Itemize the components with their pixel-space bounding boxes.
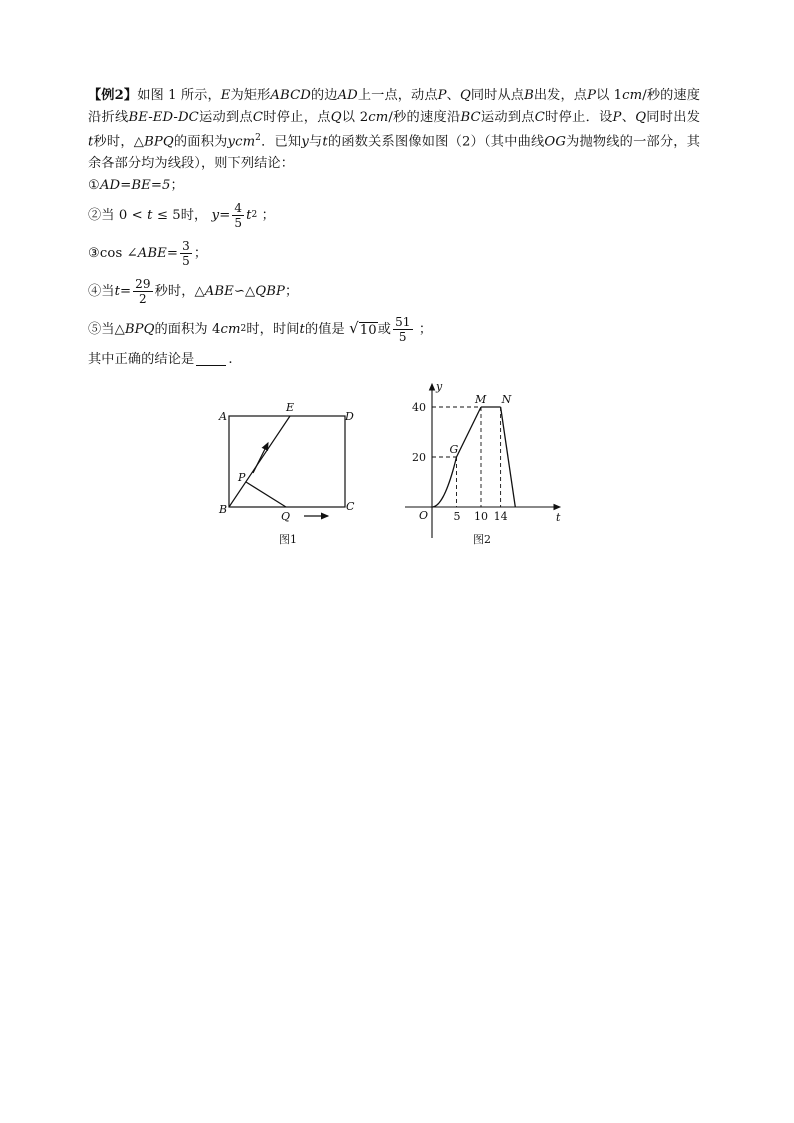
intro-text: 时停止，点 (263, 109, 331, 125)
question-text: 其中正确的结论是 (88, 351, 195, 367)
segment-BE (229, 416, 290, 507)
problem-tag: 【例2】 (88, 88, 138, 103)
var-t: t (114, 283, 120, 299)
var-t: t (299, 321, 305, 337)
unit-cm: cm (368, 109, 389, 125)
point-label-B: B (219, 503, 228, 516)
var-C: C (252, 109, 264, 125)
problem-intro (88, 85, 700, 174)
conclusion-end: ； (170, 177, 184, 193)
var-Q: Q (459, 88, 471, 103)
conclusion-text: 的值是 (304, 321, 345, 337)
figure-1 (210, 395, 370, 555)
intro-text: 出发，点 (533, 88, 588, 103)
conclusion-end: ； (418, 321, 433, 337)
figure-1-caption: 图1 (279, 533, 297, 546)
similar-sign: ∽△ (233, 283, 256, 299)
var-t: t (246, 207, 252, 223)
square-root (349, 320, 378, 338)
origin-label: O (419, 509, 429, 522)
conclusion-2 (88, 196, 700, 234)
conclusion-number: ① (88, 177, 100, 193)
intro-text: 的边 (310, 88, 338, 103)
answer-blank[interactable] (196, 353, 226, 366)
point-label-E: E (286, 401, 295, 414)
conclusion-expr: AD=BE=5 (99, 177, 171, 193)
equals-sign: = (166, 245, 179, 261)
intro-text: 、 (621, 109, 636, 125)
y-tick-label-40: 40 (412, 401, 426, 414)
intro-text: 同时从点 (470, 88, 525, 103)
conclusion-4 (88, 272, 700, 310)
rectangle-ABCD (229, 416, 345, 507)
exponent: 2 (255, 133, 261, 143)
question-prompt (88, 348, 700, 370)
point-label-P: P (238, 471, 246, 484)
x-tick-label-5: 5 (453, 510, 461, 523)
var-Q: Q (635, 109, 647, 125)
var-B: B (524, 88, 534, 103)
chart-layer (405, 380, 561, 546)
intro-text: 运动到点 (480, 109, 535, 125)
intro-text: 上一点，动点 (357, 88, 438, 103)
intro-text: 如图 1 所示， (137, 88, 221, 103)
conclusion-5 (88, 310, 700, 348)
equals-sign: = (119, 283, 132, 299)
point-label-D: D (345, 410, 354, 423)
fraction (232, 201, 244, 230)
intro-text: 的函数关系图像如图（2）（其中曲线 (327, 134, 545, 150)
fraction (133, 277, 152, 306)
conclusion-text: ⑤当△ (88, 321, 125, 337)
intro-text: 以 2 (341, 109, 369, 125)
denominator: 2 (139, 291, 147, 306)
conclusion-text: ≤ 5时， (156, 207, 208, 223)
question-end: . (228, 351, 233, 367)
unit-cm: cm (235, 134, 256, 150)
var-Q: Q (330, 109, 342, 125)
x-axis-label: t (556, 511, 561, 524)
intro-text: 为矩形 (230, 88, 271, 103)
var-BPQ: BPQ (124, 321, 155, 337)
x-tick-label-10: 10 (474, 510, 488, 523)
x-tick-label-14: 14 (493, 510, 508, 523)
var-y: y (301, 134, 309, 150)
var-ABE: ABE (137, 245, 167, 261)
y-tick-label-20: 20 (412, 451, 426, 464)
intro-text: 同时出发 (646, 109, 701, 125)
var-P: P (437, 88, 447, 103)
intro-text: 时停止．设 (544, 109, 613, 125)
var-t: t (88, 134, 94, 150)
numerator: 4 (234, 200, 243, 215)
intro-text: /秒的速度沿 (388, 109, 461, 125)
radicand: 10 (359, 323, 377, 339)
var-QBP: QBP (255, 283, 285, 299)
point-label-G: G (449, 443, 459, 456)
var-P: P (612, 109, 622, 125)
conclusion-text: ②当 0 < (88, 207, 143, 223)
var-BPQ: BPQ (144, 134, 174, 150)
var-BC: BC (460, 109, 481, 125)
var-AD: AD (337, 88, 358, 103)
intro-text: 秒时，△ (93, 134, 145, 150)
equals-sign: = (219, 207, 231, 223)
conclusion-text: 或 (377, 321, 392, 337)
numerator: 3 (182, 238, 190, 253)
numerator: 29 (135, 276, 151, 291)
conclusion-text: 秒时，△ (154, 283, 205, 299)
var-path: BE-ED-DC (128, 109, 199, 125)
point-label-C: C (346, 500, 355, 513)
y-axis-label: y (436, 380, 443, 393)
conclusion-3 (88, 234, 700, 272)
intro-text: ．已知 (261, 134, 302, 150)
figure-2-caption: 图2 (473, 533, 491, 546)
intro-text: 运动到点 (198, 109, 253, 125)
point-label-Q: Q (281, 510, 291, 523)
problem-text (88, 85, 700, 370)
var-ABCD: ABCD (270, 88, 311, 103)
conclusion-end: ； (284, 283, 299, 299)
fraction (393, 315, 412, 344)
fraction (180, 239, 192, 268)
intro-text: 为抛物线的一部分，其余各部分均为线段），则下列结论： (88, 134, 700, 171)
intro-text: 的面积为 (173, 134, 228, 150)
segment-PQ (246, 482, 286, 507)
numerator: 51 (395, 314, 411, 329)
conclusion-text: 的面积为 4 (154, 321, 221, 337)
denominator: 5 (234, 215, 243, 230)
conclusion-text: ④当 (88, 283, 115, 299)
conclusion-end: ； (193, 245, 208, 261)
motion-arrow-P (253, 443, 268, 473)
intro-text: 以 1 (596, 88, 623, 103)
var-E: E (220, 88, 231, 103)
intro-text: 、 (446, 88, 460, 103)
point-label-A: A (219, 410, 227, 423)
exponent: 2 (240, 323, 247, 334)
var-t: t (322, 134, 328, 150)
var-y: y (227, 134, 236, 150)
conclusion-text: ③cos ∠ (88, 245, 138, 261)
denominator: 5 (182, 253, 190, 268)
var-ABE: ABE (204, 283, 234, 299)
var-y: y (211, 207, 220, 223)
segment-N-axis (501, 407, 516, 507)
denominator: 5 (398, 329, 407, 344)
unit-cm: cm (220, 321, 241, 337)
conclusion-text: 时，时间 (246, 321, 300, 337)
var-t: t (147, 207, 153, 223)
unit-cm: cm (622, 88, 643, 103)
radical-sign: √ (349, 319, 359, 338)
segment-GM (457, 407, 482, 457)
conclusion-end: ； (261, 207, 275, 223)
curve-OG (432, 457, 457, 507)
point-label-M: M (475, 393, 487, 406)
var-C: C (534, 109, 545, 125)
point-label-N: N (501, 393, 512, 406)
conclusion-1 (88, 174, 700, 196)
var-P: P (587, 88, 597, 103)
exponent: 2 (251, 209, 258, 220)
intro-text: 与 (308, 134, 323, 150)
figure-2 (395, 378, 575, 553)
intro-text: /秒的速度沿折线 (88, 88, 700, 125)
var-OG: OG (544, 134, 566, 150)
